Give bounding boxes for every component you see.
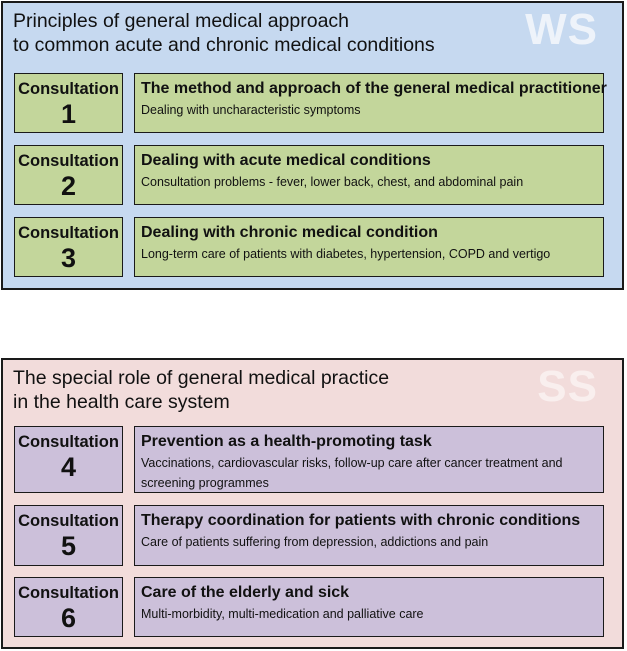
- consultation-3-box: [14, 217, 123, 277]
- ws-panel: [1, 1, 624, 290]
- consultation-text: Long-term care of patients with diabetes, hypertension, COPD and vertigo: [141, 247, 551, 261]
- consultation-heading: Therapy coordination for patients with chronic conditions: [141, 512, 581, 529]
- consultation-number: 6: [60, 603, 77, 633]
- consultation-3-description: [134, 217, 604, 277]
- consultation-4-description: [134, 426, 604, 493]
- ss-panel: [1, 358, 624, 649]
- consultation-4-box: [14, 426, 123, 493]
- consultation-text: Consultation problems - fever, lower back, chest, and abdominal pain: [141, 175, 524, 189]
- consultation-number: 1: [60, 99, 77, 129]
- consultation-text: Vaccinations, cardiovascular risks, follow-up care after cancer treatment and screening programmes: [141, 456, 563, 490]
- consultation-number: 3: [60, 243, 77, 273]
- consultation-text: Dealing with uncharacteristic symptoms: [141, 103, 361, 117]
- consultation-heading: Prevention as a health-promoting task: [141, 433, 432, 450]
- consultation-label: Consultation: [18, 433, 119, 451]
- consultation-2-description: [134, 145, 604, 205]
- consultation-2-box: [14, 145, 123, 205]
- ws-panel-title: Principles of general medical approach to common acute and chronic medical conditions: [13, 10, 435, 56]
- consultation-text: Multi-morbidity, multi-medication and palliative care: [141, 607, 424, 621]
- consultation-1-box: [14, 73, 123, 133]
- ss-panel-title: The special role of general medical practice in the health care system: [13, 367, 390, 413]
- consultation-5-description: [134, 505, 604, 566]
- consultation-heading: Dealing with acute medical conditions: [141, 152, 431, 169]
- ws-watermark: WS: [525, 5, 598, 54]
- consultation-number: 2: [60, 171, 77, 201]
- consultation-heading: Dealing with chronic medical condition: [141, 224, 438, 241]
- consultation-1-description: [134, 73, 607, 133]
- consultation-text: Care of patients suffering from depression, addictions and pain: [141, 535, 489, 549]
- consultation-number: 5: [60, 531, 77, 561]
- consultation-label: Consultation: [18, 224, 119, 242]
- consultation-5-box: [14, 505, 123, 566]
- ss-watermark: SS: [537, 362, 598, 411]
- consultation-6-box: [14, 577, 123, 637]
- consultation-label: Consultation: [18, 80, 119, 98]
- consultation-label: Consultation: [18, 152, 119, 170]
- consultation-heading: Care of the elderly and sick: [141, 584, 350, 601]
- consultation-heading: The method and approach of the general medical practitioner: [141, 80, 607, 97]
- consultation-number: 4: [60, 452, 77, 482]
- consultation-6-description: [134, 577, 604, 637]
- consultation-label: Consultation: [18, 512, 119, 530]
- consultation-label: Consultation: [18, 584, 119, 602]
